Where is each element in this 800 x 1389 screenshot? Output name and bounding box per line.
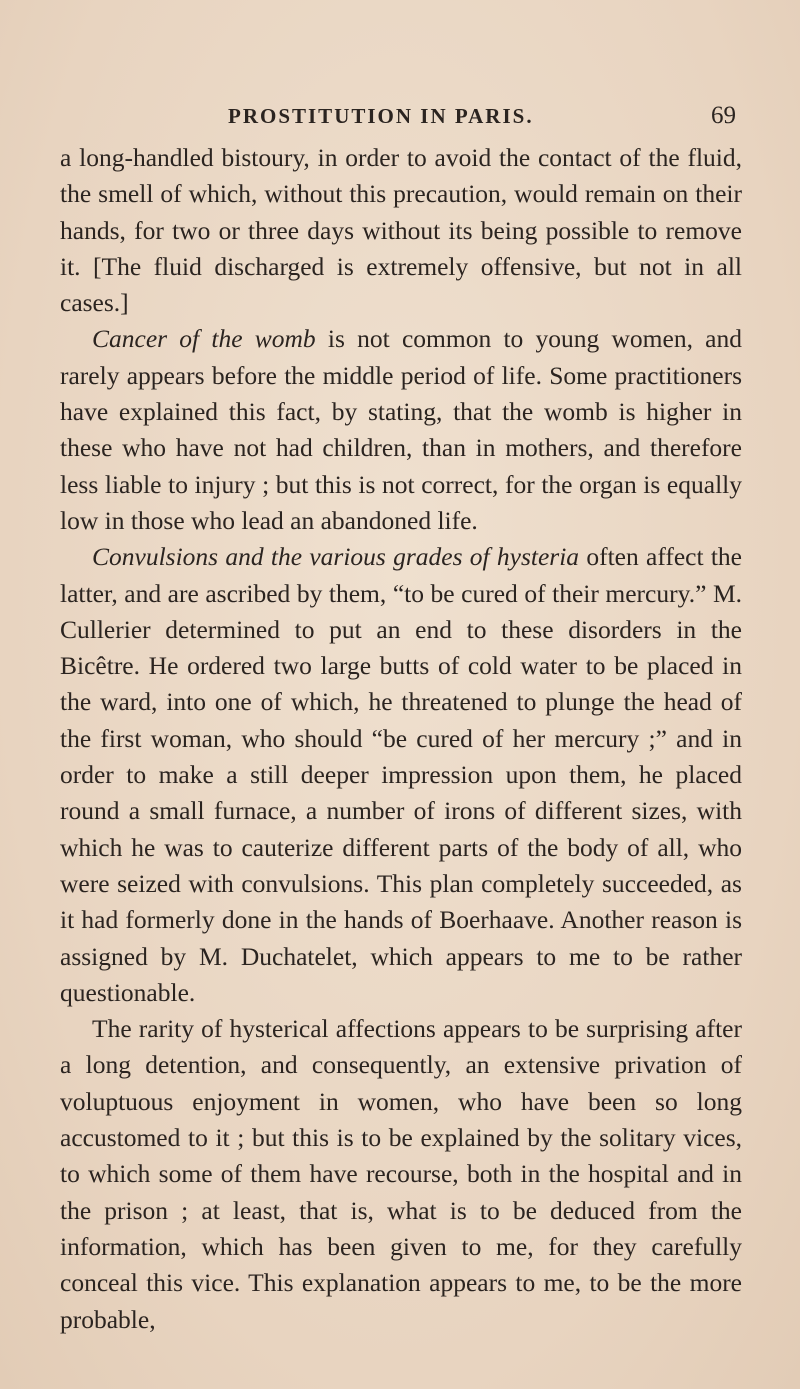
paragraph-1-text: a long-handled bistoury, in order to avoid the contact of the fluid, the smell of which, without this precaution, would remain on their hands, for two or three days without its being possible to remove it. [The fluid discharged is extremely offensive, but not in all cases.]	[60, 143, 742, 318]
paragraph-4-text: The rarity of hysterical affections appears to be surprising after a long detention, and consequently, an extensive privation of voluptuous enjoyment in women, who have been so long accustomed to it ; but this is to be explained by the solitary vices, to which some of them have recourse, both in the hospital and in the prison ; at least, that is, what is to be deduced from the information, which has been given to me, for they carefully conceal this vice. This explanation appears to me, to be the more probable,	[60, 1014, 742, 1334]
paragraph-3-lead: Convulsions and the various grades of hysteria	[92, 542, 580, 572]
page-number: 69	[711, 102, 736, 129]
body-text	[60, 140, 742, 1338]
paragraph-3	[60, 539, 742, 1011]
paragraph-2-lead: Cancer of the womb	[92, 324, 316, 354]
running-title: PROSTITUTION IN PARIS.	[228, 104, 534, 128]
running-head	[60, 104, 740, 134]
paragraph-2-text: is not common to young women, and rarely appears before the middle period of life. Some practitioners have explained this fact, by stating, that the womb is higher in these who have not had children, than in mothers, and therefore less liable to injury ; but this is not correct, for the organ is equally low in those who lead an abandoned life.	[60, 324, 742, 535]
paragraph-2	[60, 321, 742, 539]
paragraph-4	[60, 1011, 742, 1338]
paragraph-3-text: often affect the latter, and are ascribed by them, “to be cured of their mercury.” M. Cullerier determined to put an end to these disorders in the Bicêtre. He ordered two large butts of cold water to be placed in the ward, into one of which, he threatened to plunge the head of the first woman, who should “be cured of her mercury ;” and in order to make a still deeper impression upon them, he placed round a small furnace, a number of irons of different sizes, with which he was to cauterize different parts of the body of all, who were seized with convulsions. This plan completely succeeded, as it had formerly done in the hands of Boerhaave. Another reason is assigned by M. Duchatelet, which appears to me to be rather questionable.	[60, 542, 742, 1007]
paragraph-1	[60, 140, 742, 321]
